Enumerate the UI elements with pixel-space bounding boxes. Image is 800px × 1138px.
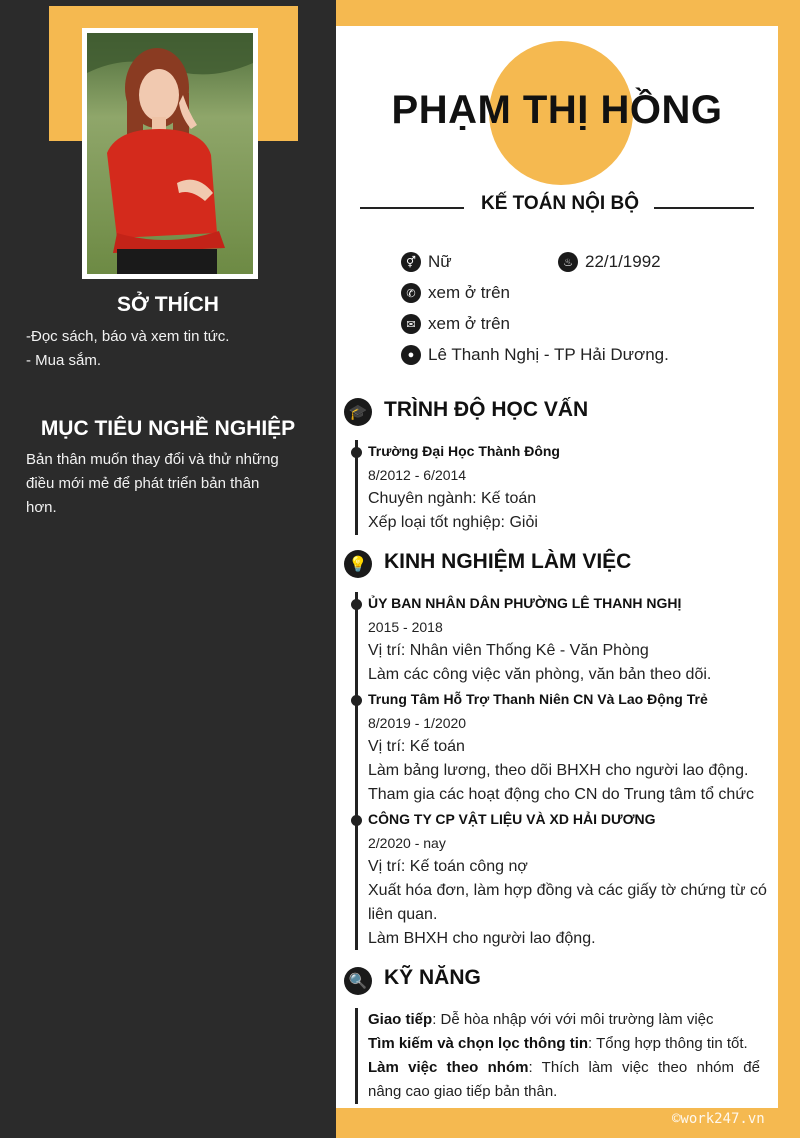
timeline-dot [351,815,362,826]
job-period: 8/2019 - 1/2020 [368,715,467,731]
email-value: xem ở trên [428,314,511,333]
timeline-dot [351,599,362,610]
timeline-dot [351,695,362,706]
job-period: 2/2020 - nay [368,835,446,851]
hobby-item: - Mua sắm. [26,352,102,369]
career-goal-title: MỤC TIÊU NGHỀ NGHIỆP [40,417,296,440]
job-position: Vị trí: Nhân viên Thống Kê - Văn Phòng [368,642,649,659]
job-position: Vị trí: Kế toán công nợ [368,858,528,875]
skill-desc: : Thích làm việc theo nhóm để [528,1059,760,1076]
education-period: 8/2012 - 6/2014 [368,467,467,483]
cake-icon: ♨ [558,252,578,272]
skill-continuation: nâng cao giao tiếp bản thân. [368,1083,558,1100]
job-period: 2015 - 2018 [368,619,443,635]
email-row [401,314,510,334]
education-grade: Xếp loại tốt nghiệp: Giỏi [368,514,538,531]
job-description: Làm các công việc văn phòng, văn bản theo dõi. [368,666,712,683]
skill-item [368,1056,760,1080]
hobby-item: -Đọc sách, báo và xem tin tức. [26,328,230,345]
skill-name: Giao tiếp [368,1011,433,1028]
skill-desc: : Dễ hòa nhập với với môi trường làm việc [432,1011,714,1028]
skill-name: Làm việc theo nhóm [368,1059,529,1076]
job-description: Làm bảng lương, theo dõi BHXH cho người lao động. [368,762,749,779]
search-icon: 🔍 [344,967,372,995]
phone-icon: ✆ [401,283,421,303]
hobbies-title: SỞ THÍCH [117,293,219,316]
portrait-image [87,33,253,274]
job-description: Tham gia các hoạt động cho CN do Trung tâm tổ chức [368,786,755,803]
job-title: KẾ TOÁN NỘI BỘ [481,193,639,214]
full-name: PHẠM THỊ HỒNG [391,88,723,132]
divider-right [654,207,754,209]
education-major: Chuyên ngành: Kế toán [368,490,537,507]
graduation-cap-icon: 🎓 [344,398,372,426]
birthdate-value: 22/1/1992 [585,252,661,271]
skills-title: KỸ NĂNG [384,966,481,989]
skill-name: Tìm kiếm và chọn lọc thông tin [368,1035,589,1052]
job-company: CÔNG TY CP VẬT LIỆU VÀ XD HẢI DƯƠNG [368,811,656,827]
birthdate-row [558,252,661,272]
divider-left [360,207,464,209]
skill-desc: : Tổng hợp thông tin tốt. [588,1035,748,1052]
experience-title: KINH NGHIỆM LÀM VIỆC [384,550,632,573]
experience-timeline [355,592,358,950]
watermark: ©work247.vn [672,1111,765,1127]
address-row [401,345,669,365]
job-description: Xuất hóa đơn, làm hợp đồng và các giấy tờ chứng từ có [368,882,767,899]
phone-row [401,283,510,303]
location-pin-icon: ● [401,345,421,365]
gender-row [401,252,452,272]
skill-item [368,1032,760,1056]
address-value: Lê Thanh Nghị - TP Hải Dương. [428,345,669,364]
school-name: Trường Đại Học Thành Đông [368,443,560,459]
job-company: ỦY BAN NHÂN DÂN PHƯỜNG LÊ THANH NGHỊ [368,595,682,611]
lightbulb-icon: 💡 [344,550,372,578]
phone-value: xem ở trên [428,283,511,302]
skill-item [368,1008,760,1032]
gender-value: Nữ [428,252,452,271]
job-position: Vị trí: Kế toán [368,738,465,755]
career-goal-line: hơn. [26,499,57,516]
skills-timeline [355,1008,358,1104]
gender-icon: ⚥ [401,252,421,272]
timeline-dot [351,447,362,458]
job-description: liên quan. [368,906,438,923]
job-description: Làm BHXH cho người lao động. [368,930,596,947]
education-title: TRÌNH ĐỘ HỌC VẤN [384,398,589,421]
job-company: Trung Tâm Hỗ Trợ Thanh Niên CN Và Lao Động Trẻ [368,691,708,707]
career-goal-line: điều mới mẻ để phát triển bản thân [26,475,260,492]
profile-photo [82,28,258,279]
career-goal-line: Bản thân muốn thay đổi và thử những [26,451,279,468]
mail-icon: ✉ [401,314,421,334]
